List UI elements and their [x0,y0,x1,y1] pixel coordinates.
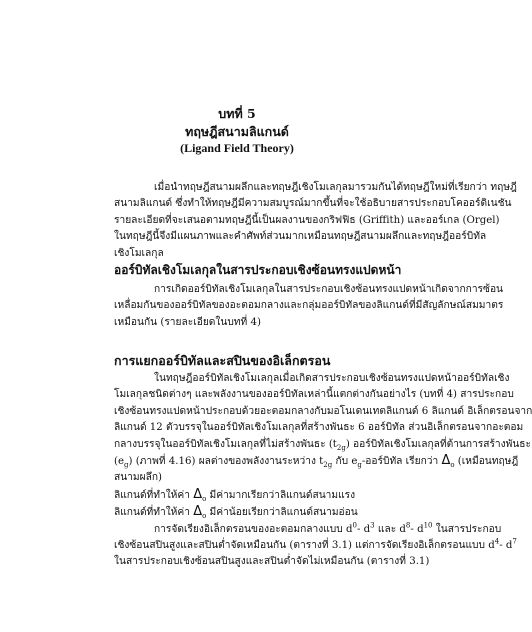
text-line: ในทฤษฎีนี้จึงมีแผนภาพและคำศัพท์ส่วนมากเหมือนทฤษฎีสนามผลึกและทฤษฎีออร์บิทัล [114,231,487,243]
text-line: สนามลิแกนด์ ซึ่งทำให้ทฤษฎีมีความสมบูรณ์มากขึ้นที่จะใช้อธิบายสารประกอบโคออร์ดิเนชัน [114,198,512,210]
text-line: ในทฤษฎีออร์บิทัลเชิงโมเลกุลเมื่อเกิดสารประกอบเชิงซ้อนทรงแปดหน้าออร์บิทัลเชิง [154,373,510,384]
text-line: ลิแกนด์ 12 ตัวบรรจุในออร์บิทัลเชิงโมเลกุลที่สร้างพันธะ 6 ออร์บิทัล ส่วนอิเล็กตรอนจากอะตอม [114,422,524,434]
text-line: เหมือนกัน (รายละเอียดในบทที่ 4) [114,316,261,328]
text-line: เชิงซ้อนสปินสูงและสปินต่ำจัดเหมือนกัน (ตารางที่ 3.1) แต่การจัดเรียงอิเล็กตรอนแบบ $d^4-$ $d^7$ [114,537,517,552]
section-heading-mo-octahedral: ออร์บิทัลเชิงโมเลกุลในสารประกอบเชิงซ้อนทรงแปดหน้า [114,263,402,277]
section1-paragraph [114,282,504,331]
text-line: $(e_g)$ (ภาพที่ 4.16) ผลต่างของพลังงานระหว่าง $t_{2g}$ กับ $e_g-$ออร์บิทัล เรียกว่า $\Delta_o$ (เหมือนทฤษฎี [114,453,519,470]
text-line: การเกิดออร์บิทัลเชิงโมเลกุลในสารประกอบเชิงซ้อนทรงแปดหน้าเกิดจากการซ้อน [154,284,504,295]
text-line: ในสารประกอบเชิงซ้อนสปินสูงและสปินต่ำจัดไม่เหมือนกัน (ตารางที่ 3.1) [114,556,430,568]
chapter-title-thai: ทฤษฎีสนามลิแกนด์ [185,124,289,139]
text-line: ลิแกนด์ที่ทำให้ค่า $\Delta_o$ มีค่าน้อยเรียกว่าลิแกนด์สนามอ่อน [114,504,358,521]
text-line: รายละเอียดที่จะเสนอตามทฤษฎีนี้เป็นผลงานของกริฟฟิธ (Griffith) และออร์เกล (Orgel) [114,214,500,226]
section2-paragraph [114,371,532,571]
intro-paragraph [114,180,517,262]
text-line: เหลื่อมกันของออร์บิทัลของอะตอมกลางและกลุ่มออร์บิทัลของลิแกนด์ที่มีสัญลักษณ์สมมาตร [114,300,504,312]
chapter-number: บทที่ 5 [218,106,256,121]
text-line: การจัดเรียงอิเล็กตรอนของอะตอมกลางแบบ $d^0-$ $d^3$ และ $d^8-$ $d^{10}$ ในสารประกอบ [154,521,502,535]
delta-symbol: Δ [193,504,203,520]
text-line: กลางบรรจุในออร์บิทัลเชิงโมเลกุลที่ไม่สร้างพันธะ $(t_{2g})$ ออร์บิทัลเชิงโมเลกุลที่ต้านการสร้างพันธะ [114,438,531,452]
text-line: โมเลกุลชนิดต่างๆ และพลังงานของออร์บิทัลเหล่านี้แตกต่างกันอย่างไร (บทที่ 4) สารประกอบ [114,389,514,401]
text-line: เชิงซ้อนทรงแปดหน้าประกอบด้วยอะตอมกลางกับมอโนเดนเทตลิแกนด์ 6 ลิแกนด์ อิเล็กตรอนจาก [114,405,532,417]
delta-symbol: Δ [193,486,203,502]
text-line: สนามผลึก) [114,472,162,484]
delta-symbol: Δ [441,453,451,469]
text-line: ลิแกนด์ที่ทำให้ค่า $\Delta_o$ มีค่ามากเรียกว่าลิแกนด์สนามแรง [114,486,356,503]
section-heading-orbital-splitting: การแยกออร์บิทัลและสปินของอิเล็กตรอน [114,353,331,368]
text-line: เชิงโมเลกุล [114,247,164,259]
chapter-title-english: (Ligand Field Theory) [180,141,294,155]
text-line: เมื่อนำทฤษฎีสนามผลึกและทฤษฎีเชิงโมเลกุลมารวมกันได้ทฤษฎีใหม่ที่เรียกว่า ทฤษฎี [154,182,517,193]
